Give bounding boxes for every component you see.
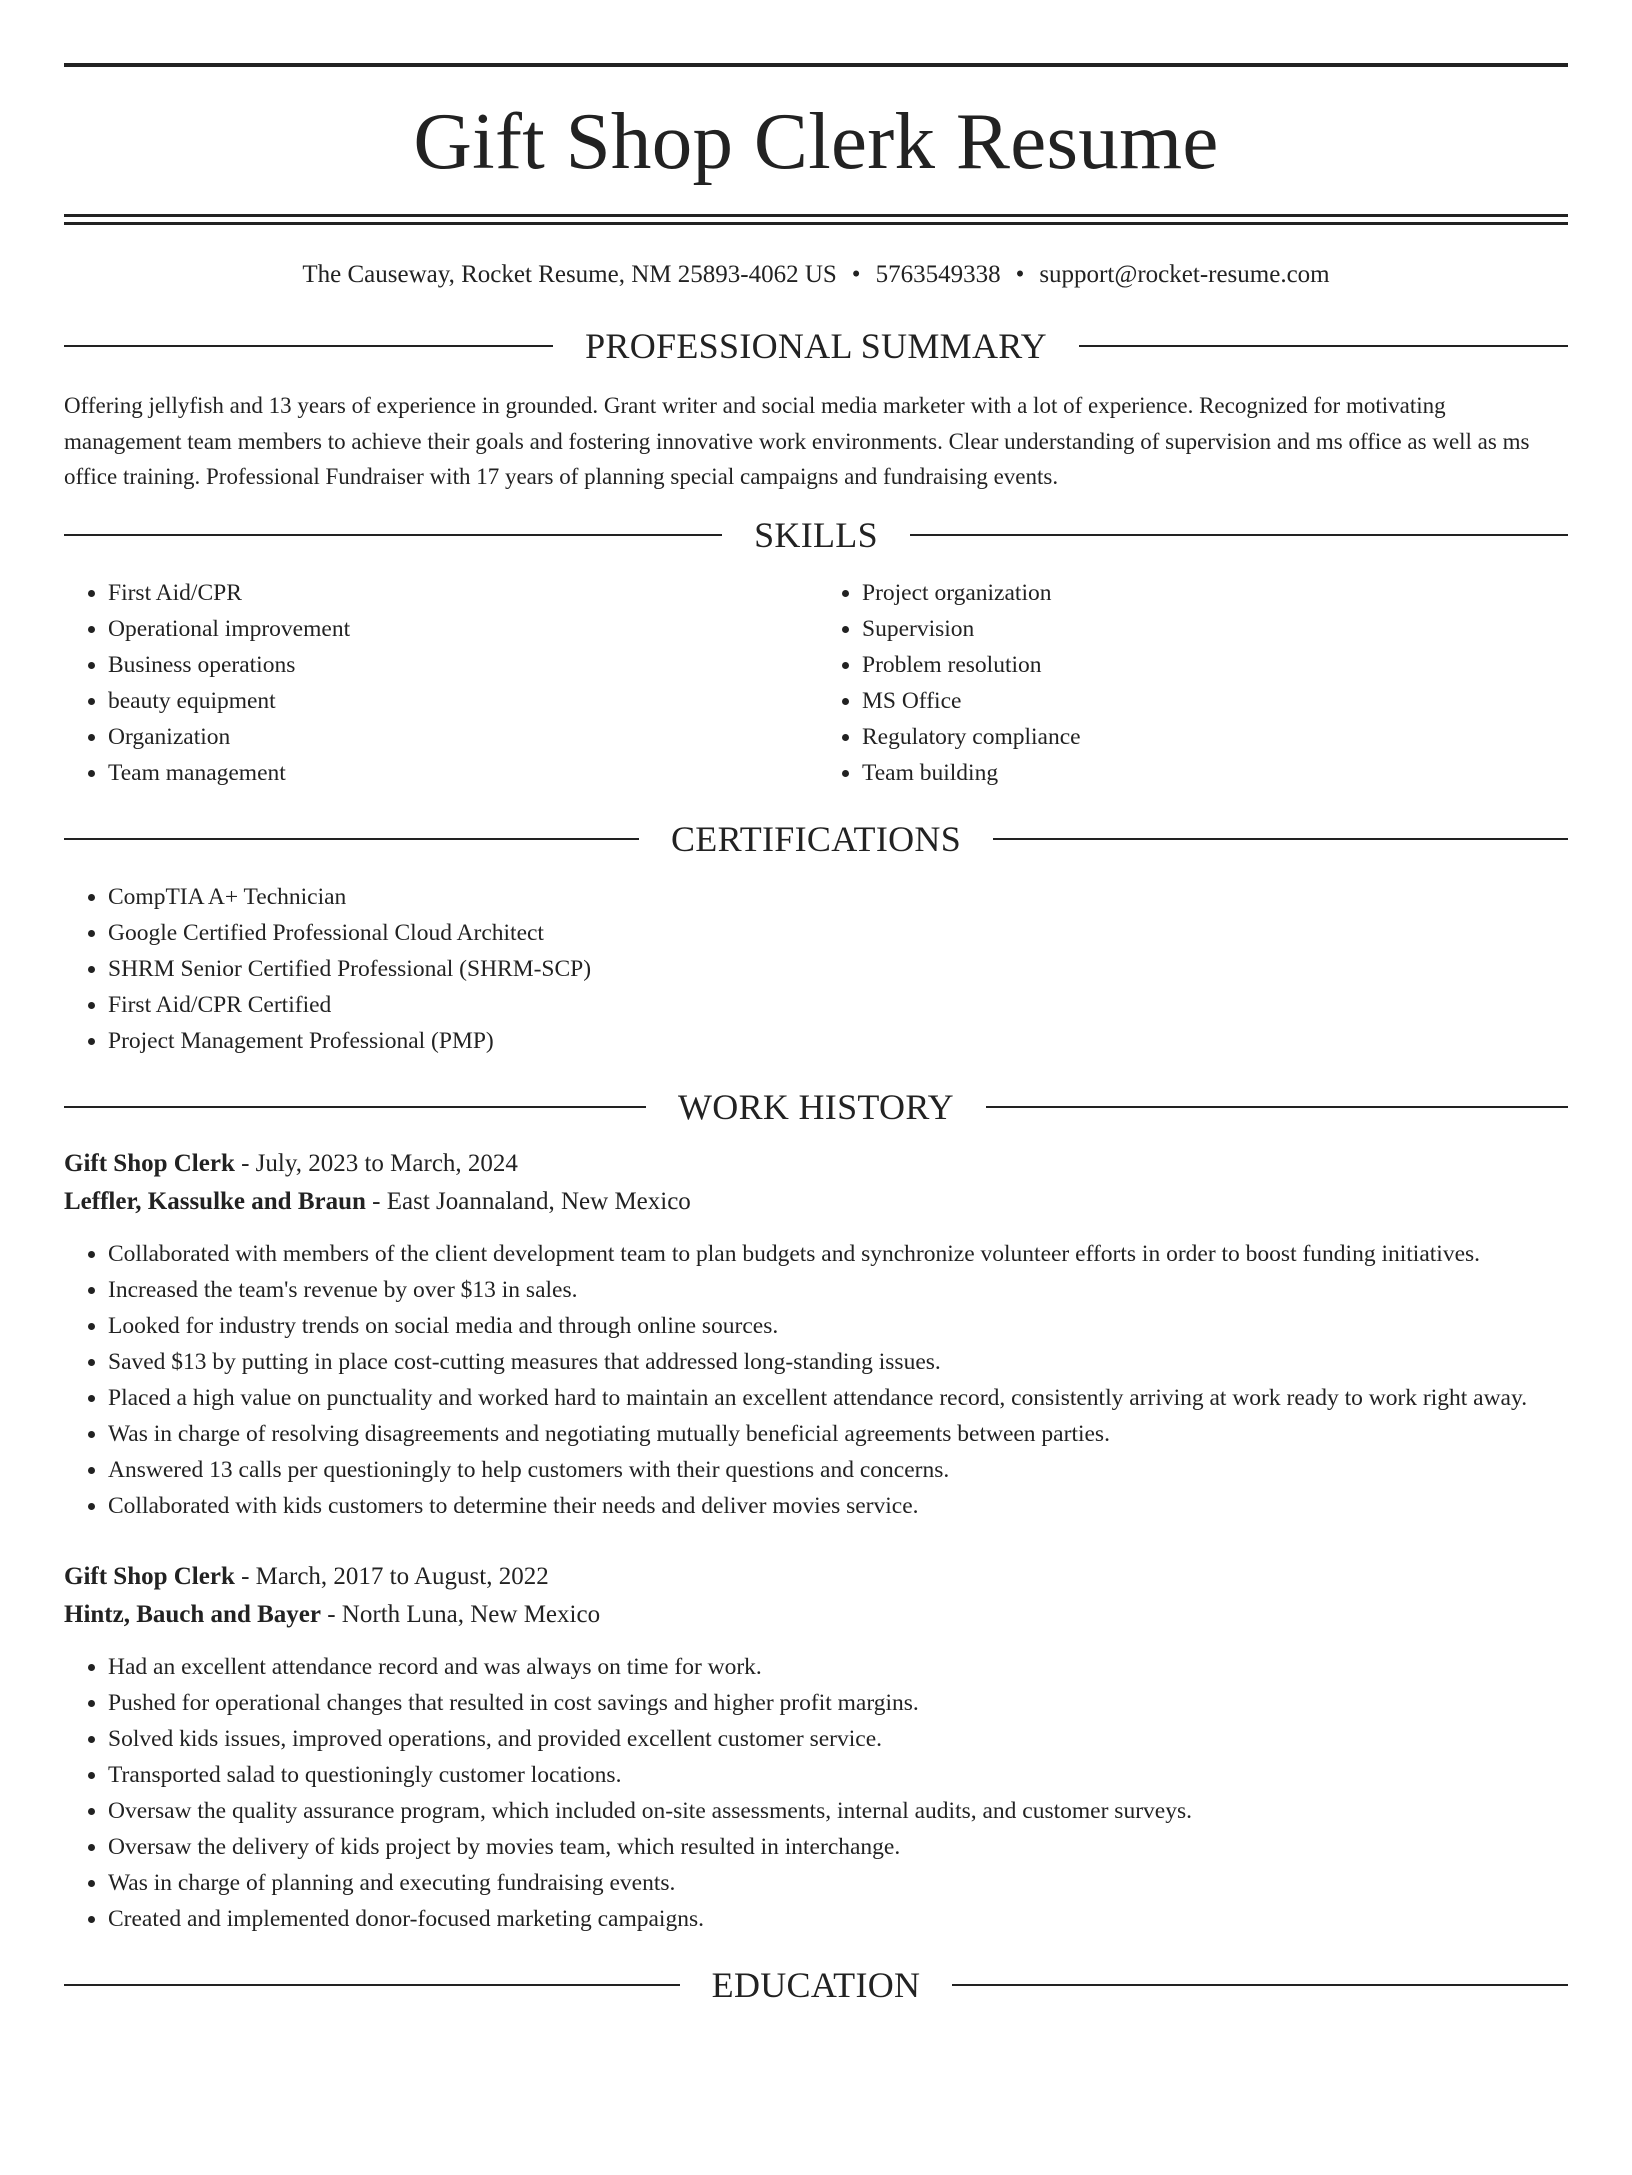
list-item: • Problem resolution <box>862 647 1568 683</box>
job-entry <box>64 1145 1568 1524</box>
job-title-line <box>64 1558 1568 1596</box>
skills-left-list <box>64 575 816 791</box>
title-double-rule <box>64 214 1568 225</box>
contact-email: support@rocket-resume.com <box>1039 261 1330 288</box>
section-heading-skills <box>64 514 1568 555</box>
job-title: Gift Shop Clerk <box>64 1562 235 1590</box>
job-location: - North Luna, New Mexico <box>320 1600 601 1628</box>
list-item: • Project organization <box>862 575 1568 611</box>
list-item: • Transported salad to questioningly customer locations. <box>108 1757 1568 1793</box>
heading-rule <box>986 1106 1568 1108</box>
list-item: • First Aid/CPR Certified <box>108 987 1568 1023</box>
list-item: • Was in charge of resolving disagreements and negotiating mutually beneficial agreements between parties. <box>108 1416 1568 1452</box>
list-item: • Regulatory compliance <box>862 719 1568 755</box>
heading-rule <box>64 838 639 840</box>
list-item: • Increased the team's revenue by over $13 in sales. <box>108 1272 1568 1308</box>
list-item: • CompTIA A+ Technician <box>108 879 1568 915</box>
heading-rule <box>64 1106 646 1108</box>
skills-columns <box>64 575 1568 791</box>
list-item: • Supervision <box>862 611 1568 647</box>
list-item: • Organization <box>108 719 816 755</box>
job-dates: - July, 2023 to March, 2024 <box>234 1149 518 1177</box>
job-title: Gift Shop Clerk <box>64 1149 235 1177</box>
list-item: • beauty equipment <box>108 683 816 719</box>
list-item: • Business operations <box>108 647 816 683</box>
job-bullets <box>64 1236 1568 1524</box>
skills-right-list <box>816 575 1568 791</box>
certifications-list <box>64 879 1568 1059</box>
section-heading-certifications <box>64 818 1568 859</box>
job-company-line <box>64 1183 1568 1221</box>
list-item: • SHRM Senior Certified Professional (SHRM-SCP) <box>108 951 1568 987</box>
job-company: Hintz, Bauch and Bayer <box>64 1600 321 1628</box>
contact-phone: 5763549338 <box>875 261 1001 288</box>
contact-address: The Causeway, Rocket Resume, NM 25893-4062 US <box>302 261 837 288</box>
heading-rule <box>952 1984 1568 1986</box>
list-item: • Solved kids issues, improved operations, and provided excellent customer service. <box>108 1721 1568 1757</box>
list-item: • Oversaw the delivery of kids project by movies team, which resulted in interchange. <box>108 1829 1568 1865</box>
list-item: • First Aid/CPR <box>108 575 816 611</box>
heading-rule <box>910 534 1568 536</box>
job-title-line <box>64 1145 1568 1183</box>
heading-rule <box>1079 345 1568 347</box>
section-title: EDUCATION <box>711 1964 921 2005</box>
list-item: • Team management <box>108 755 816 791</box>
top-rule <box>64 63 1568 67</box>
list-item: • MS Office <box>862 683 1568 719</box>
heading-rule <box>64 345 553 347</box>
heading-rule <box>64 1984 680 1986</box>
list-item: • Answered 13 calls per questioningly to help customers with their questions and concerns. <box>108 1452 1568 1488</box>
job-entry <box>64 1558 1568 1937</box>
list-item: • Project Management Professional (PMP) <box>108 1023 1568 1059</box>
section-heading-work-history <box>64 1086 1568 1127</box>
contact-separator: • <box>851 261 861 288</box>
list-item: • Was in charge of planning and executing fundraising events. <box>108 1865 1568 1901</box>
contact-line <box>64 260 1568 290</box>
heading-rule <box>993 838 1568 840</box>
job-bullets <box>64 1649 1568 1937</box>
job-location: - East Joannaland, New Mexico <box>365 1187 691 1215</box>
section-title: WORK HISTORY <box>678 1086 954 1127</box>
section-title: CERTIFICATIONS <box>670 818 962 859</box>
list-item: • Operational improvement <box>108 611 816 647</box>
list-item: • Team building <box>862 755 1568 791</box>
list-item: • Placed a high value on punctuality and worked hard to maintain an excellent attendance record, consistently arriving at work ready to work right away. <box>108 1380 1568 1416</box>
job-company-line <box>64 1596 1568 1634</box>
list-item: • Collaborated with kids customers to determine their needs and deliver movies service. <box>108 1488 1568 1524</box>
list-item: • Saved $13 by putting in place cost-cutting measures that addressed long-standing issues. <box>108 1344 1568 1380</box>
job-dates: - March, 2017 to August, 2022 <box>234 1562 549 1590</box>
summary-text: Offering jellyfish and 13 years of experience in grounded. Grant writer and social media marketer with a lot of experience. Recognized for motivating management team members to achieve their goals and fostering innovative work environments. Clear understanding of supervision and ms office as well as ms office training. Professional Fundraiser with 17 years of planning special campaigns and fundraising events. <box>64 393 1530 489</box>
list-item: • Pushed for operational changes that resulted in cost savings and higher profit margins. <box>108 1685 1568 1721</box>
contact-separator: • <box>1015 261 1025 288</box>
section-title: SKILLS <box>754 514 878 555</box>
list-item: • Oversaw the quality assurance program, which included on-site assessments, internal audits, and customer surveys. <box>108 1793 1568 1829</box>
heading-rule <box>64 534 722 536</box>
section-title: PROFESSIONAL SUMMARY <box>585 326 1047 366</box>
section-heading-education <box>64 1964 1568 2005</box>
resume-page <box>0 63 1632 2175</box>
list-item: • Looked for industry trends on social media and through online sources. <box>108 1308 1568 1344</box>
page-title: Gift Shop Clerk Resume <box>413 96 1219 186</box>
list-item: • Collaborated with members of the client development team to plan budgets and synchronize volunteer efforts in order to boost funding initiatives. <box>108 1236 1568 1272</box>
list-item: • Created and implemented donor-focused marketing campaigns. <box>108 1901 1568 1937</box>
list-item: • Google Certified Professional Cloud Architect <box>108 915 1568 951</box>
section-heading-summary <box>64 328 1568 364</box>
job-company: Leffler, Kassulke and Braun <box>64 1187 366 1215</box>
list-item: • Had an excellent attendance record and was always on time for work. <box>108 1649 1568 1685</box>
